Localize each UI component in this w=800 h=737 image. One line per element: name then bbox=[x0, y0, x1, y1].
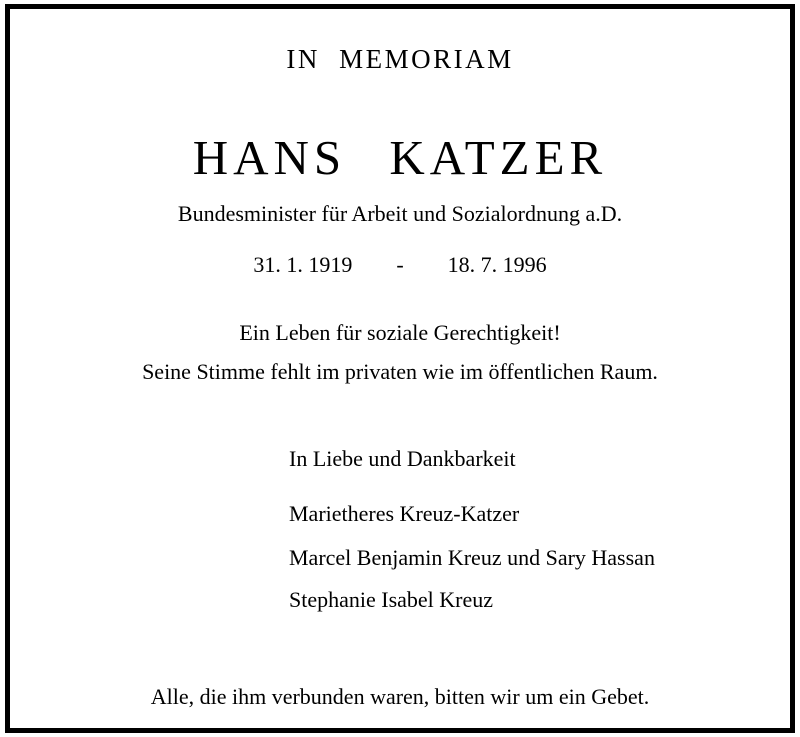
death-date: 18. 7. 1996 bbox=[447, 252, 547, 277]
date-separator: - bbox=[396, 252, 404, 277]
deceased-name: HANS KATZER bbox=[192, 130, 608, 185]
birth-date: 31. 1. 1919 bbox=[253, 252, 353, 277]
closing-line: Alle, die ihm verbunden waren, bitten wir um ein Gebet. bbox=[150, 684, 650, 709]
mourner-name: Stephanie Isabel Kreuz bbox=[289, 587, 494, 612]
obituary-frame bbox=[5, 4, 795, 733]
heading: IN MEMORIAM bbox=[286, 44, 514, 74]
greeting: In Liebe und Dankbarkeit bbox=[289, 446, 516, 471]
motto-line-2: Seine Stimme fehlt im privaten wie im öffentlichen Raum. bbox=[142, 359, 658, 384]
life-dates bbox=[10, 254, 790, 276]
motto-line-1: Ein Leben für soziale Gerechtigkeit! bbox=[239, 320, 561, 345]
mourner-name: Marietheres Kreuz-Katzer bbox=[289, 501, 520, 526]
mourner-name: Marcel Benjamin Kreuz und Sary Hassan bbox=[289, 545, 655, 570]
deceased-title: Bundesminister für Arbeit und Sozialordnung a.D. bbox=[177, 201, 623, 226]
